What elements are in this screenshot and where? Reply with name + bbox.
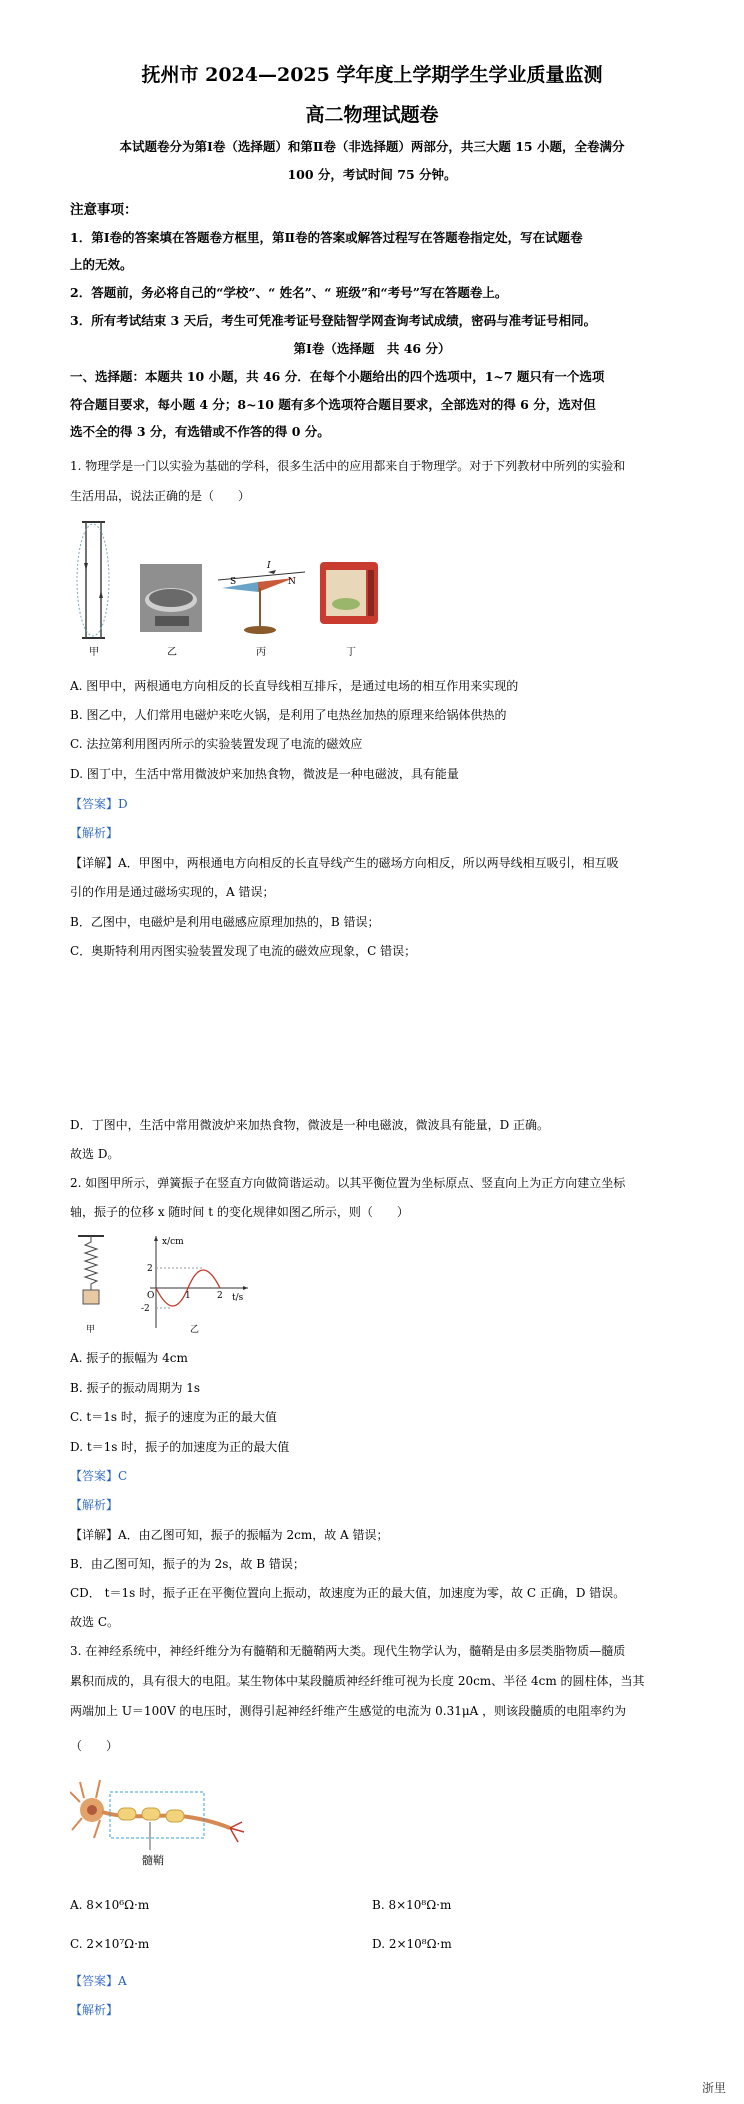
q3-option-a: A. 8×10⁶Ω·m <box>70 1898 150 1912</box>
parallel-wires-figure <box>77 522 109 638</box>
intro-line: 100 分，考试时间 75 分钟。 <box>287 167 457 182</box>
graph-y-tick: -2 <box>141 1304 150 1314</box>
q1-option-a: A. 图甲中，两根通电方向相反的长直导线相互排斥，是通过电场的相互作用来实现的 <box>70 679 519 693</box>
q1-option-d: D. 图丁中，生活中常用微波炉来加热食物，微波是一种电磁波，具有能量 <box>70 767 459 781</box>
q2-option-a: A. 振子的振幅为 4cm <box>70 1351 188 1365</box>
north-pole-label: N <box>288 577 296 587</box>
graph-x-label: t/s <box>232 1293 244 1303</box>
exam-title: 抚州市 2024—2025 学年度上学期学生学业质量监测 <box>141 64 603 86</box>
graph-x-tick: 2 <box>217 1291 223 1301</box>
q2-analysis-label: 【解析】 <box>70 1498 119 1512</box>
graph-origin: O <box>147 1291 155 1301</box>
q1-detail: 故选 D。 <box>70 1147 120 1161</box>
q2-option-c: C. t＝1s 时，振子的速度为正的最大值 <box>70 1410 277 1424</box>
intro-line: 本试题卷分为第Ⅰ卷（选择题）和第Ⅱ卷（非选择题）两部分，共三大题 15 小题，全卷满分 <box>119 139 625 154</box>
q1-detail: B．乙图中，电磁炉是利用电磁感应原理加热的，B 错误； <box>70 915 380 929</box>
current-label: I <box>267 561 271 571</box>
q1-analysis-label: 【解析】 <box>70 826 119 840</box>
note-item: 上的无效。 <box>70 257 133 272</box>
figure-label-jia: 甲 <box>86 1325 96 1335</box>
q3-option-c: C. 2×10⁷Ω·m <box>70 1937 150 1951</box>
spring-oscillator-figure <box>78 1236 104 1304</box>
myelin-sheath-label: 髓鞘 <box>142 1854 164 1867</box>
nerve-fiber-figure <box>70 1770 250 1870</box>
q3-option-b: B. 8×10⁸Ω·m <box>372 1898 452 1912</box>
q3-stem: 两端加上 U＝100V 的电压时，测得引起神经纤维产生感觉的电流为 0.31μA ，则该段髓质的电阻率约为 <box>70 1704 627 1718</box>
q2-figures <box>70 1228 260 1338</box>
q2-option-d: D. t＝1s 时，振子的加速度为正的最大值 <box>70 1440 290 1454</box>
figure-label-bing: 丙 <box>256 647 266 658</box>
q3-stem: （ ） <box>70 1739 119 1753</box>
q1-option-c: C. 法拉第利用图丙所示的实验装置发现了电流的磁效应 <box>70 737 363 751</box>
q3-stem: 3. 在神经系统中，神经纤维分为有髓鞘和无髓鞘两大类。现代生物学认为，髓鞘是由多层类脂物质—髓质 <box>70 1644 626 1658</box>
section-instructions: 选不全的得 3 分，有选错或不作答的得 0 分。 <box>70 424 330 439</box>
q3-analysis-label: 【解析】 <box>70 2003 119 2017</box>
q1-option-b: B. 图乙中，人们常用电磁炉来吃火锅，是利用了电热丝加热的原理来给锅体供热的 <box>70 708 507 722</box>
q2-stem: 轴，振子的位移 x 随时间 t 的变化规律如图乙所示，则（ ） <box>70 1205 409 1219</box>
q2-option-b: B. 振子的振动周期为 1s <box>70 1381 201 1395</box>
q1-stem: 1. 物理学是一门以实验为基础的学科，很多生活中的应用都来自于物理学。对于下列教材中所列的实验和 <box>70 459 626 473</box>
q2-detail: B．由乙图可知，振子的为 2s，故 B 错误； <box>70 1557 305 1571</box>
south-pole-label: S <box>230 577 237 587</box>
q1-answer: 【答案】D <box>70 797 128 811</box>
q1-detail: 引的作用是通过磁场实现的，A 错误； <box>70 885 275 899</box>
neuron-illustration <box>70 1780 244 1850</box>
q3-answer: 【答案】A <box>70 1974 127 1988</box>
exam-subtitle: 高二物理试题卷 <box>305 104 439 126</box>
figure-label-ding: 丁 <box>346 647 356 658</box>
displacement-time-graph <box>150 1236 248 1328</box>
induction-cooker-photo <box>140 564 202 632</box>
q2-detail: CD． t＝1s 时，振子正在平衡位置向上振动，故速度为正的最大值，加速度为零，故 C 正确，D 错误。 <box>70 1586 626 1600</box>
section-instructions: 一、选择题：本题共 10 小题，共 46 分．在每个小题给出的四个选项中，1~7 题只有一个选项 <box>70 369 605 384</box>
q2-detail: 【详解】A．由乙图可知，振子的振幅为 2cm，故 A 错误； <box>70 1528 389 1542</box>
q2-answer: 【答案】C <box>70 1469 128 1483</box>
note-item: 3．所有考试结束 3 天后，考生可凭准考证号登陆智学网查询考试成绩，密码与准考证号相同。 <box>70 313 597 328</box>
figure-label-jia: 甲 <box>89 647 99 658</box>
figure-label-yi: 乙 <box>167 647 177 658</box>
footer-mark: 浙里 <box>702 2081 727 2095</box>
q2-stem: 2. 如图甲所示，弹簧振子在竖直方向做简谐运动。以其平衡位置为坐标原点、竖直向上为正方向建立坐标 <box>70 1176 626 1190</box>
q1-detail: D．丁图中，生活中常用微波炉来加热食物，微波是一种电磁波，微波具有能量，D 正确。 <box>70 1118 550 1132</box>
figure-label-yi: 乙 <box>190 1325 200 1335</box>
q1-figures <box>70 518 380 658</box>
q3-stem: 累积而成的，具有很大的电阻。某生物体中某段髓质神经纤维可视为长度 20cm、半径 4cm 的圆柱体，当其 <box>70 1674 645 1688</box>
q3-option-d: D. 2×10⁸Ω·m <box>372 1937 452 1951</box>
section-heading: 第Ⅰ卷（选择题 共 46 分） <box>293 341 451 356</box>
q1-stem: 生活用品，说法正确的是（ ） <box>70 489 251 503</box>
q1-detail: 【详解】A．甲图中，两根通电方向相反的长直导线产生的磁场方向相反，所以两导线相互吸引，相互吸 <box>70 856 619 870</box>
microwave-oven-photo <box>320 562 378 624</box>
graph-x-tick: 1 <box>185 1291 191 1301</box>
graph-y-label: x/cm <box>162 1237 184 1247</box>
q1-detail: C．奥斯特利用丙图实验装置发现了电流的磁效应现象，C 错误； <box>70 944 417 958</box>
section-instructions: 符合题目要求，每小题 4 分；8~10 题有多个选项符合题目要求，全部选对的得 6 分，选对但 <box>70 397 596 412</box>
graph-y-tick: 2 <box>147 1264 153 1274</box>
notes-heading: 注意事项： <box>70 202 138 218</box>
note-item: 1．第Ⅰ卷的答案填在答题卷方框里，第Ⅱ卷的答案或解答过程写在答题卷指定处，写在试题卷 <box>70 230 583 245</box>
note-item: 2．答题前，务必将自己的“学校”、“ 姓名”、“ 班级”和“考号”写在答题卷上。 <box>70 285 508 300</box>
q2-detail: 故选 C。 <box>70 1615 119 1629</box>
